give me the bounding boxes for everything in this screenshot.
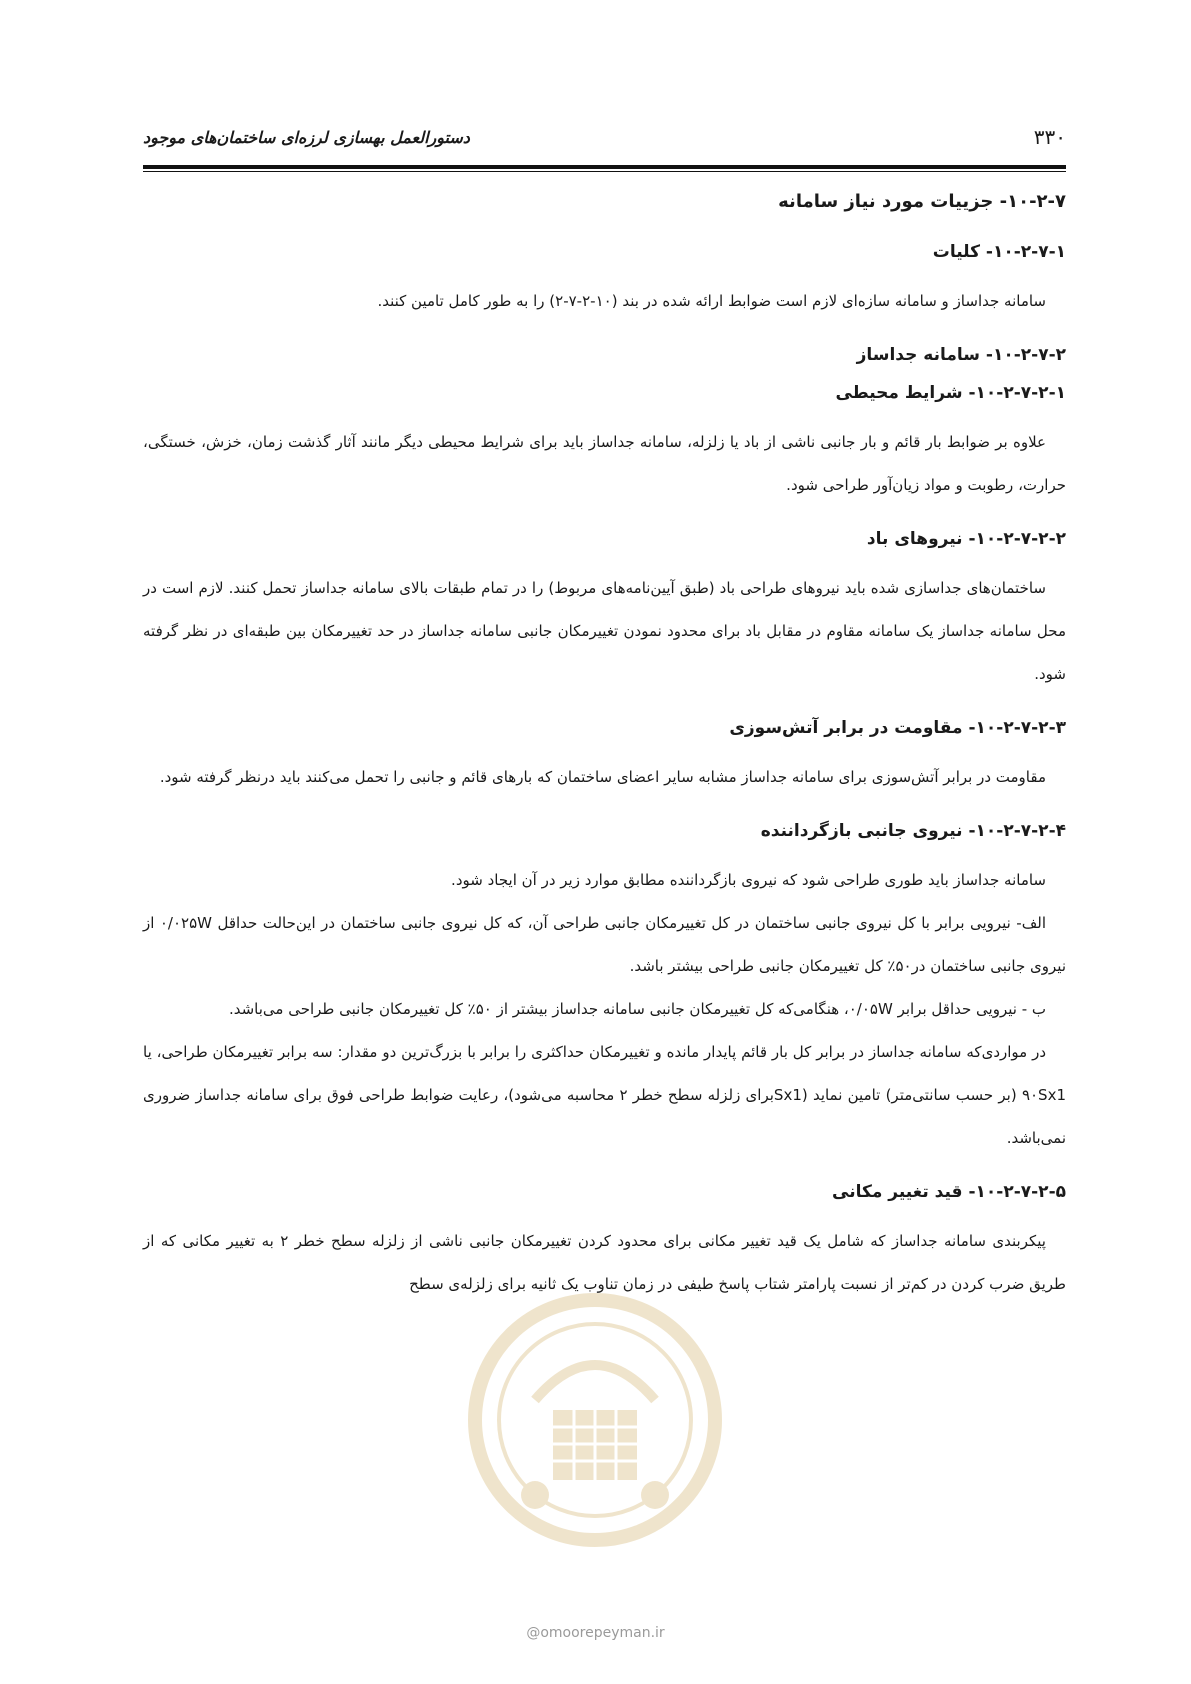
section-heading: ۱۰-۲-۷-۲-۴- نیروی جانبی بازگرداننده: [760, 821, 1066, 841]
paragraph: سامانه جداساز باید طوری طراحی شود که نیروی بازگرداننده مطابق موارد زیر در آن ایجاد شود.: [451, 871, 1046, 889]
paragraph: الف- نیرویی برابر با کل نیروی جانبی ساختمان در کل تغییرمکان جانبی طراحی آن، که کل نیروی جانبی ساختمان در این‌حالت حداقل ۰/۰۲۵W از نیروی جانبی ساختمان در۵۰٪ کل تغییرمکان جانبی طراحی بیشتر باشد.: [143, 914, 1066, 975]
paragraph: سامانه جداساز و سامانه سازه‌ای لازم است ضوابط ارائه شده در بند (۱۰-۲-۷-۲) را به طور کامل تامین کنند.: [377, 292, 1046, 310]
paragraph: مقاومت در برابر آتش‌سوزی برای سامانه جداساز مشابه سایر اعضای ساختمان که بارهای قائم و جانبی را تحمل می‌کنند باید درنظر گرفته شود.: [159, 768, 1046, 786]
header-rule-thin: [143, 171, 1066, 172]
paragraph: ب - نیرویی حداقل برابر ۰/۰۵W، هنگامی‌که کل تغییرمکان جانبی سامانه جداساز بیشتر از ۵۰٪ کل تغییرمکان جانبی طراحی می‌باشد.: [228, 1000, 1046, 1018]
section-heading: ۱۰-۲-۷-۲-۵- قید تغییر مکانی: [832, 1182, 1066, 1202]
section-heading: ۱۰-۲-۷-۲-۲- نیروهای باد: [866, 529, 1066, 549]
paragraph: پیکربندی سامانه جداساز که شامل یک قید تغییر مکانی برای محدود کردن تغییرمکان جانبی ناشی از زلزله سطح خطر ۲ به تغییر مکانی که از طریق ضرب کردن در کم‌تر از نسبت پارامتر شتاب پاسخ طیفی در زمان تناوب یک ثانیه برای زلزله‌ی سطح: [143, 1232, 1066, 1293]
section-heading: ۱۰-۲-۷-۲- سامانه جداساز: [856, 345, 1066, 365]
section-heading: ۱۰-۲-۷- جزییات مورد نیاز سامانه: [778, 191, 1066, 212]
section-heading: ۱۰-۲-۷-۲-۱- شرایط محیطی: [835, 383, 1066, 403]
section-heading: ۱۰-۲-۷-۱- کلیات: [932, 242, 1066, 262]
paragraph: در مواردی‌که سامانه جداساز در برابر کل بار قائم پایدار مانده و تغییرمکان حداکثری را برابر با بزرگ‌ترین دو مقدار: سه برابر تغییرمکان طراحی، یا ۹۰Sx1 (بر حسب سانتی‌متر) تامین نماید (Sx1برای زلزله سطح خطر ۲ محاسبه می‌شود)، رعایت ضوابط طراحی فوق برای سامانه جداساز ضروری نمی‌باشد.: [143, 1043, 1066, 1147]
page-header: [143, 125, 1066, 165]
watermark-site: @omoorepeyman.ir: [526, 1625, 665, 1641]
watermark-logo-icon: [465, 1290, 725, 1550]
header-rule: [143, 165, 1066, 169]
paragraph: علاوه بر ضوابط بار قائم و بار جانبی ناشی از باد یا زلزله، سامانه جداساز باید برای شرایط محیطی دیگر مانند آثار گذشت زمان، خزش، خستگی، حرارت، رطوبت و مواد زیان‌آور طراحی شود.: [143, 433, 1066, 494]
body-text: [143, 185, 1066, 1330]
running-title: دستورالعمل بهسازی لرزه‌ای ساختمان‌های موجود: [143, 128, 470, 147]
paragraph: ساختمان‌های جداسازی شده باید نیروهای طراحی باد (طبق آیین‌نامه‌های مربوط) را در تمام طبقات بالای سامانه جداساز تحمل کنند. لازم است در محل سامانه جداساز یک سامانه مقاوم در مقابل باد برای محدود نمودن تغییرمکان جانبی سامانه جداساز در حد تغییرمکان بین طبقه‌ای در نظر گرفته شود.: [143, 579, 1066, 683]
page-number: ۳۳۰: [1033, 125, 1066, 149]
section-heading: ۱۰-۲-۷-۲-۳- مقاومت در برابر آتش‌سوزی: [729, 718, 1066, 738]
